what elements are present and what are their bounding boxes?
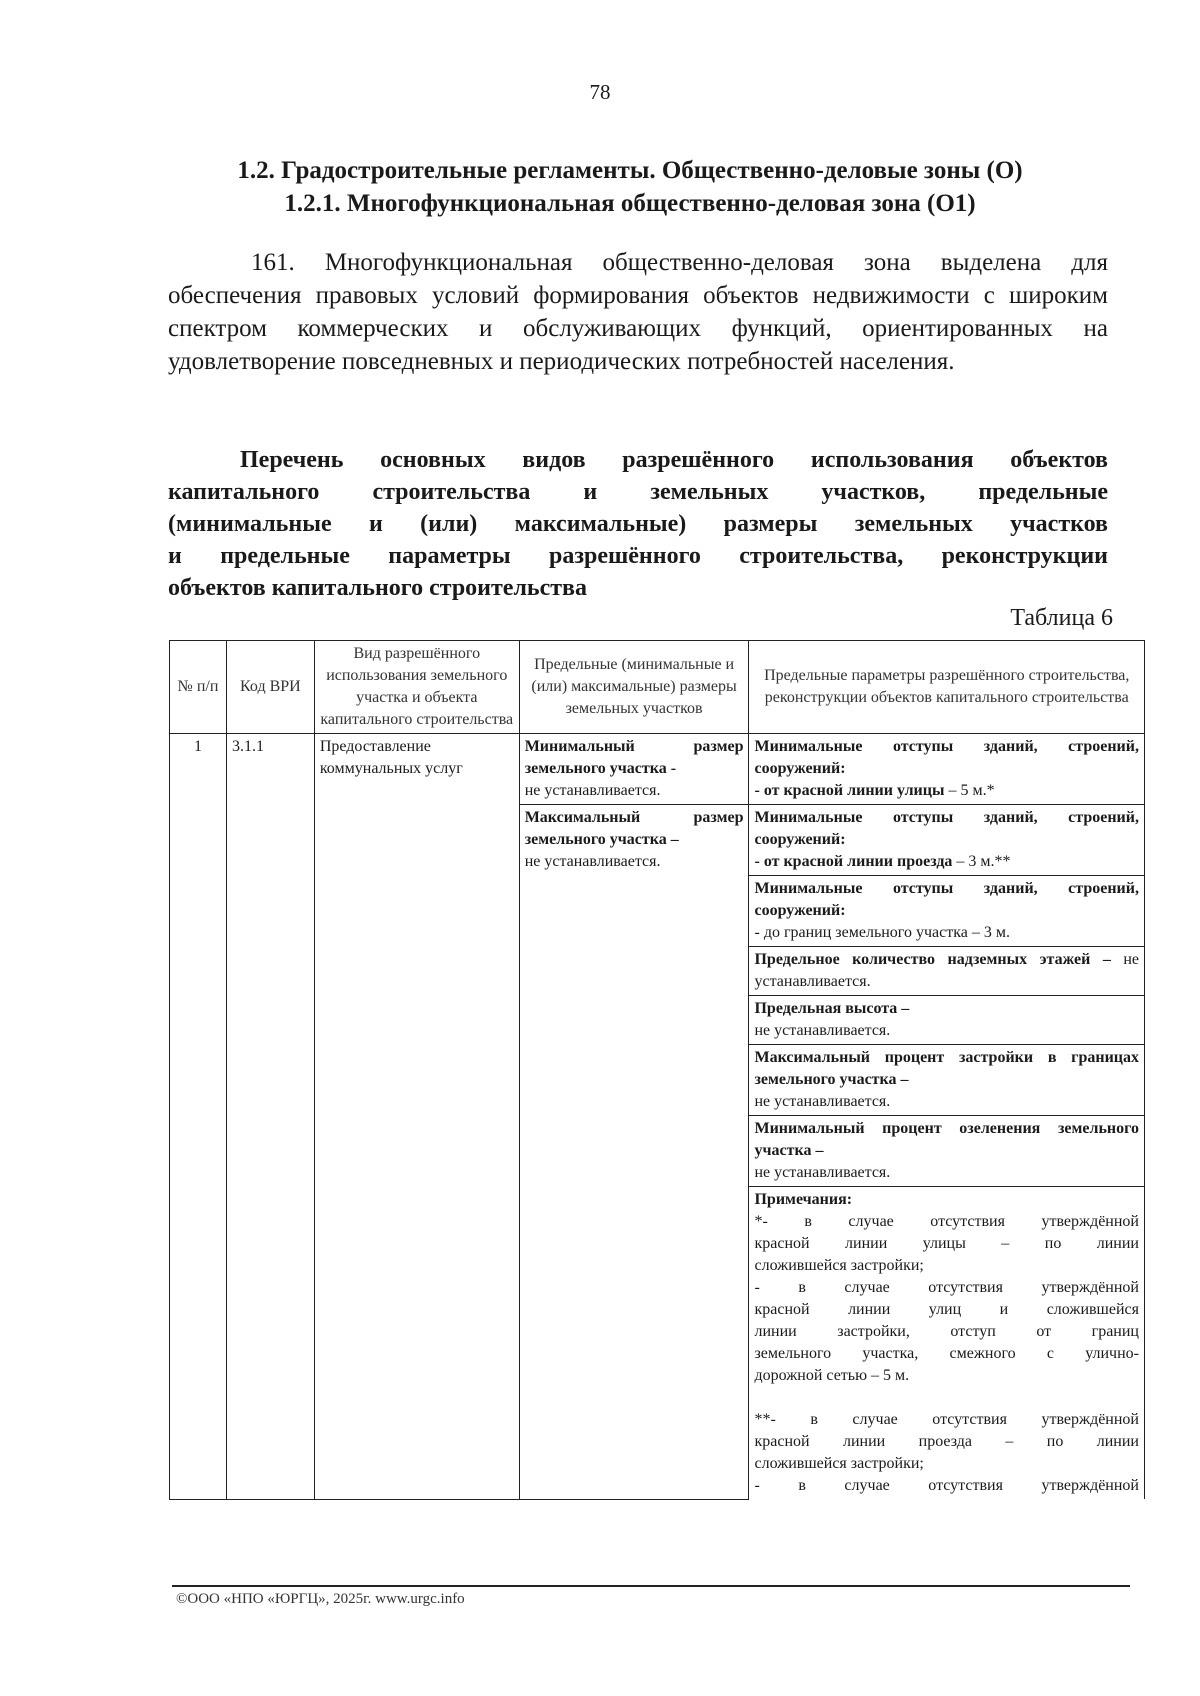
caption-line: объектов капитального строительства: [168, 575, 588, 601]
min-plot-size-cell: [519, 734, 749, 805]
note-line: земельного участка, смежного с улично-: [754, 1345, 1139, 1362]
caption-line: (минимальные и (или) максимальные) размеры земельных участков: [168, 511, 1108, 537]
caption-line: и предельные параметры разрешённого строительства, реконструкции: [168, 543, 1108, 569]
footer-divider: [172, 1585, 1130, 1587]
table-number: Таблица 6: [1010, 605, 1113, 631]
note-line: **- в случае отсутствия утверждённой: [754, 1411, 1139, 1428]
param-cell: [749, 1116, 1145, 1187]
header-build-params: Предельные параметры разрешённого строительства, реконструкции объектов капитального строительства: [749, 641, 1145, 734]
row-num: 1: [170, 734, 227, 1500]
note-line: - в случае отсутствия утверждённой: [754, 1279, 1139, 1296]
param-cell: [749, 947, 1145, 996]
param-value: – 3 м.**: [952, 853, 1011, 870]
param-label: Минимальные отступы зданий, строений, сооружений:: [754, 738, 1139, 777]
param-cell: [749, 1045, 1145, 1116]
paragraph-161-text: 161. Многофункциональная общественно-деловая зона выделена для обеспечения правовых условий формирования объектов недвижимости с широким спектром коммерческих и обслуживающих функций, ориентированных на удовлетворение повседневных и периодических потребностей населения.: [168, 249, 1108, 375]
param-label: Предельная высота –: [754, 1000, 910, 1017]
note-line: сложившейся застройки;: [754, 1257, 924, 1274]
param-value: не устанавливается.: [754, 1022, 891, 1039]
param-value: не устанавливается.: [754, 1093, 891, 1110]
max-plot-size-value: не устанавливается.: [524, 853, 661, 870]
param-value: - до границ земельного участка – 3 м.: [754, 924, 1010, 941]
page-number: 78: [589, 80, 611, 104]
note-line: красной линии проезда – по линии: [754, 1433, 1139, 1450]
header-code: Код ВРИ: [226, 641, 314, 734]
param-label: Предельное количество надземных этажей –: [754, 951, 1111, 968]
table-caption: [168, 444, 1108, 604]
section-heading: [150, 154, 1110, 220]
header-num: № п/п: [170, 641, 227, 734]
notes-title: Примечания:: [754, 1191, 853, 1208]
caption-line: Перечень основных видов разрешённого использования объектов: [240, 447, 1108, 473]
row-code: 3.1.1: [226, 734, 314, 1500]
min-plot-size-value: не устанавливается.: [524, 782, 661, 799]
note-line: красной линии улицы – по линии: [754, 1235, 1139, 1252]
note-line: - в случае отсутствия утверждённой: [754, 1477, 1139, 1494]
param-value: – 5 м.*: [944, 782, 995, 799]
param-sublabel: - от красной линии проезда: [754, 853, 953, 870]
footer-copyright: ©ООО «НПО «ЮРГЦ», 2025г. www.urgc.info: [176, 1591, 465, 1607]
note-line: красной линии улиц и сложившейся: [754, 1301, 1139, 1318]
param-sublabel: - от красной линии улицы: [754, 782, 945, 799]
table-row: [170, 734, 1145, 805]
row-use-name: Предоставление коммунальных услуг: [314, 734, 519, 1500]
param-cell: [749, 996, 1145, 1045]
table-header-row: [170, 641, 1145, 734]
caption-line: капитального строительства и земельных участков, предельные: [168, 479, 1108, 505]
param-cell: [749, 805, 1145, 876]
param-cell: [749, 734, 1145, 805]
regulations-table: [169, 640, 1145, 1500]
min-plot-size-label: Минимальный размер земельного участка -: [524, 738, 744, 777]
param-label: Минимальный процент озеленения земельного участка –: [754, 1120, 1139, 1159]
note-line: дорожной сетью – 5 м.: [754, 1367, 910, 1384]
header-plot-sizes: Предельные (минимальные и (или) максимальные) размеры земельных участков: [519, 641, 749, 734]
note-line: линии застройки, отступ от границ: [754, 1323, 1139, 1340]
max-plot-size-label: Максимальный размер земельного участка –: [524, 809, 744, 848]
param-label: Минимальные отступы зданий, строений, сооружений:: [754, 880, 1139, 919]
heading-line-2: 1.2.1. Многофункциональная общественно-деловая зона (О1): [284, 190, 976, 217]
max-plot-size-cell: [519, 805, 749, 1500]
param-value: не устанавливается.: [754, 951, 1139, 990]
note-line: *- в случае отсутствия утверждённой: [754, 1213, 1139, 1230]
heading-line-1: 1.2. Градостроительные регламенты. Общественно-деловые зоны (О): [237, 157, 1023, 184]
param-value: не устанавливается.: [754, 1164, 891, 1181]
param-label: Минимальные отступы зданий, строений, сооружений:: [754, 809, 1139, 848]
param-cell: [749, 876, 1145, 947]
header-use-type: Вид разрешённого использования земельного участка и объекта капитального строительства: [314, 641, 519, 734]
note-line: сложившейся застройки;: [754, 1455, 924, 1472]
param-label: Максимальный процент застройки в границах земельного участка –: [754, 1049, 1139, 1088]
notes-cell: [749, 1187, 1145, 1500]
paragraph-161: [168, 246, 1108, 378]
